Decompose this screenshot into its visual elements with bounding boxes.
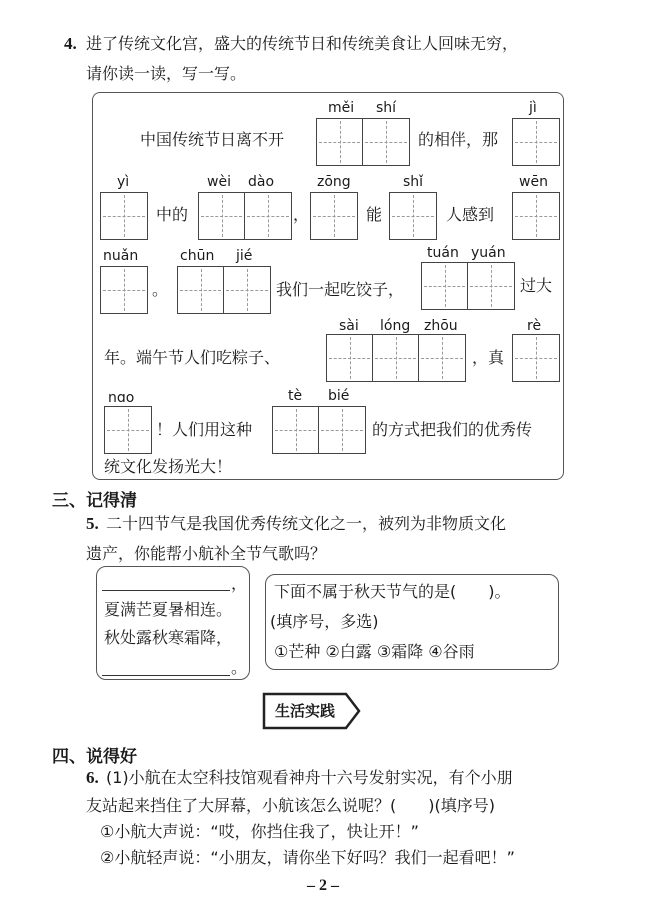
question-6-option-1: ①小航大声说：“哎，你挡住我了，快让开！” bbox=[100, 822, 419, 841]
pinyin-yi: yì bbox=[117, 174, 130, 190]
pinyin-te: tè bbox=[288, 388, 303, 404]
question-5-text-line1: 二十四节气是我国优秀传统文化之一，被列为非物质文化 bbox=[106, 514, 507, 533]
life-practice-badge bbox=[262, 692, 362, 730]
passage-text: 统文化发扬光大！ bbox=[104, 457, 233, 476]
pinyin-bie: bié bbox=[328, 388, 350, 404]
answer-grid-sailongzhou[interactable] bbox=[326, 334, 466, 382]
pinyin-dao: dào bbox=[248, 174, 275, 190]
choice-question: 下面不属于秋天节气的是( )。 bbox=[274, 582, 511, 601]
passage-text: 中的 bbox=[156, 205, 189, 224]
passage-text: ，真 bbox=[472, 348, 505, 367]
answer-grid-re[interactable] bbox=[512, 334, 560, 382]
question-4-text-line1: 进了传统文化宫，盛大的传统节日和传统美食让人回味无穷， bbox=[86, 34, 519, 53]
section-heading: 四、说得好 bbox=[52, 747, 137, 767]
question-4-number: 4. bbox=[64, 34, 77, 53]
answer-grid-tebie[interactable] bbox=[272, 406, 366, 454]
choice-options: ①芒种 ②白露 ③霜降 ④谷雨 bbox=[274, 642, 475, 661]
answer-grid-zong[interactable] bbox=[310, 192, 358, 240]
poem-line: 夏满芒夏暑相连。 bbox=[104, 600, 233, 619]
passage-text: 的相伴，那 bbox=[418, 130, 499, 149]
answer-grid-meishi[interactable] bbox=[316, 118, 410, 166]
passage-text: 中国传统节日离不开 bbox=[140, 130, 285, 149]
pinyin-re: rè bbox=[527, 318, 542, 334]
pinyin-yuan: yuán bbox=[471, 245, 506, 261]
page-number: – 2 – bbox=[307, 877, 339, 894]
poem-line: 秋处露秋寒霜降， bbox=[104, 628, 233, 647]
answer-grid-nuan[interactable] bbox=[100, 266, 148, 314]
poem-period: 。 bbox=[231, 658, 248, 677]
answer-grid-chunjie[interactable] bbox=[177, 266, 271, 314]
answer-grid-shi[interactable] bbox=[389, 192, 437, 240]
badge-label: 生活实践 bbox=[274, 702, 335, 720]
pinyin-wen: wēn bbox=[519, 174, 548, 190]
poem-blank-line-1[interactable] bbox=[102, 590, 230, 591]
pinyin-nuan: nuǎn bbox=[103, 248, 139, 264]
answer-grid-wen[interactable] bbox=[512, 192, 560, 240]
passage-text: 年。端午节人们吃粽子、 bbox=[104, 348, 281, 367]
answer-grid-tuanyuan[interactable] bbox=[421, 262, 515, 310]
pinyin-chun: chūn bbox=[180, 248, 215, 264]
pinyin-shi: shǐ bbox=[403, 174, 424, 190]
pinyin-jie: jié bbox=[236, 248, 253, 264]
passage-text: 过大 bbox=[520, 276, 553, 295]
section-heading: 三、记得清 bbox=[52, 491, 137, 511]
question-5-text-line2: 遗产，你能帮小航补全节气歌吗？ bbox=[86, 544, 327, 563]
pinyin-zhou: zhōu bbox=[424, 318, 458, 334]
question-5-number: 5. bbox=[86, 514, 99, 533]
question-6-option-2: ②小航轻声说：“小朋友，请你坐下好吗？我们一起看吧！” bbox=[100, 848, 515, 867]
pinyin-zong: zōng bbox=[317, 174, 351, 190]
passage-text: 的方式把我们的优秀传 bbox=[372, 420, 533, 439]
question-6-number: 6. bbox=[86, 768, 99, 787]
pinyin-mei: měi bbox=[328, 100, 355, 116]
passage-text: ， bbox=[293, 205, 310, 224]
passage-text: 。 bbox=[152, 280, 169, 299]
question-4-text-line2: 请你读一读，写一写。 bbox=[86, 64, 247, 83]
choice-hint: (填序号，多选) bbox=[270, 612, 379, 631]
pinyin-long: lóng bbox=[380, 318, 411, 334]
pinyin-nao: nɑo bbox=[108, 390, 135, 406]
pinyin-wei: wèi bbox=[207, 174, 231, 190]
poem-blank-line-2[interactable] bbox=[102, 675, 230, 676]
passage-text: 我们一起吃饺子， bbox=[276, 280, 405, 299]
answer-grid-ji[interactable] bbox=[512, 118, 560, 166]
passage-text: ！人们用这种 bbox=[156, 420, 253, 439]
answer-grid-nao[interactable] bbox=[104, 406, 152, 454]
pinyin-ji: jì bbox=[529, 100, 537, 116]
question-6-text-line2: 友站起来挡住了大屏幕，小航该怎么说呢？( )(填序号) bbox=[86, 796, 495, 815]
pinyin-sai: sài bbox=[339, 318, 359, 334]
passage-text: 能 bbox=[366, 205, 383, 224]
solar-terms-poem-box bbox=[96, 566, 250, 680]
answer-grid-weidao[interactable] bbox=[198, 192, 292, 240]
passage-text: 人感到 bbox=[446, 205, 495, 224]
poem-comma: ， bbox=[231, 574, 248, 593]
pinyin-shi: shí bbox=[376, 100, 397, 116]
answer-grid-yi[interactable] bbox=[100, 192, 148, 240]
question-6-text-line1: (1)小航在太空科技馆观看神舟十六号发射实况，有个小朋 bbox=[106, 768, 513, 787]
pinyin-tuan: tuán bbox=[427, 245, 459, 261]
